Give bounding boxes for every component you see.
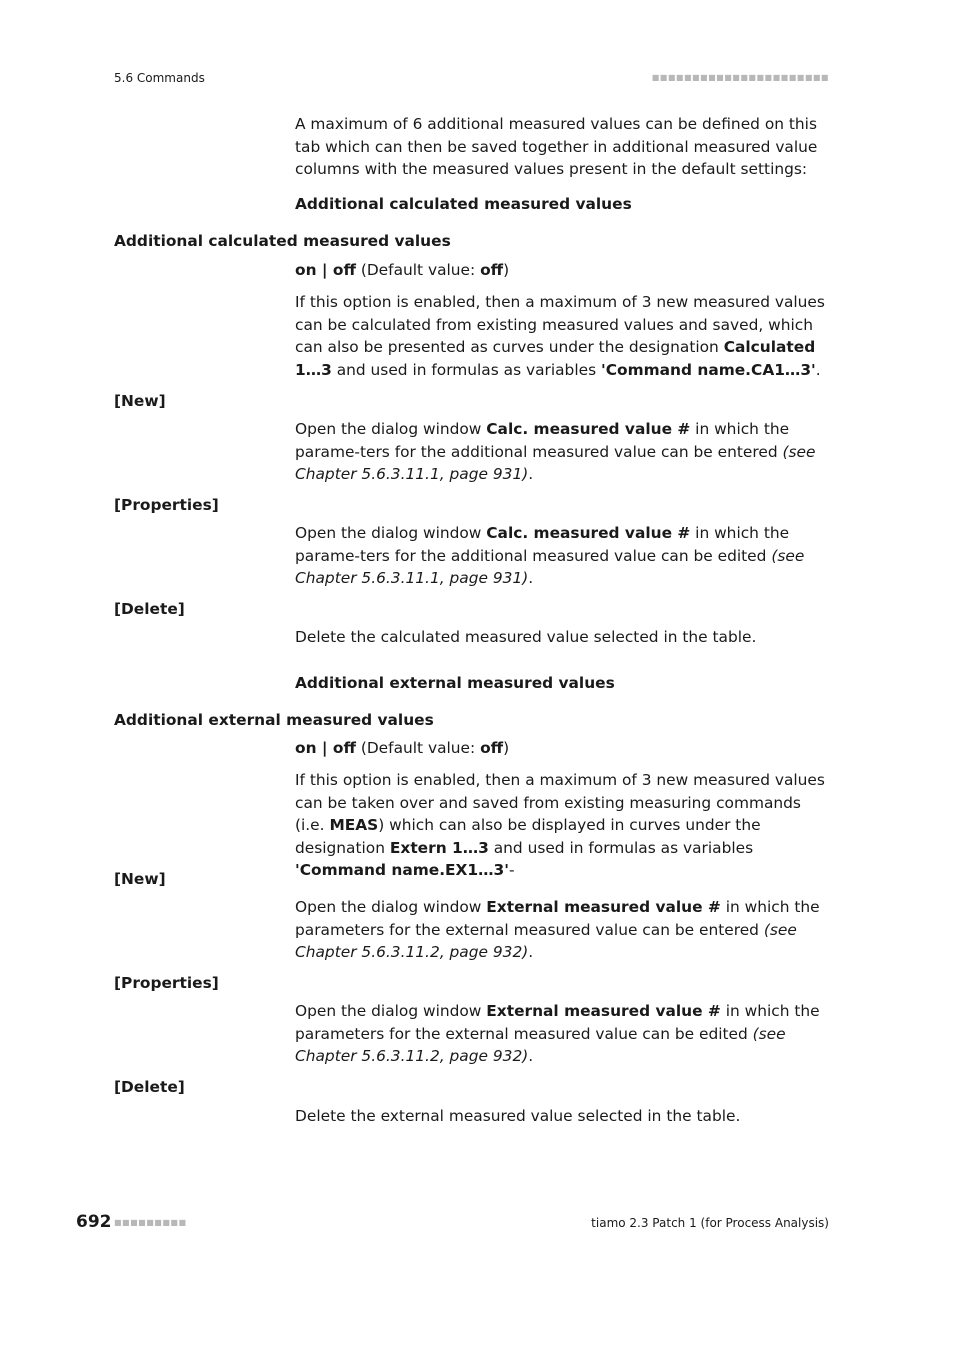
ext-option-description: If this option is enabled, then a maximum of 3 new measured values can be taken over and saved from existing measuring commands (i.e. MEAS) which can also be displayed in curves under the designation Extern 1…3 and used in formulas as variables 'Command name.EX1…3'- [295, 771, 825, 879]
calc-delete-description: Delete the calculated measured value selected in the table. [295, 628, 757, 646]
header-decoration-dots: ■■■■■■■■■■■■■■■■■■■■■■ [651, 73, 829, 82]
calc-delete-label: [Delete] [114, 600, 185, 618]
ext-properties-label: [Properties] [114, 974, 219, 992]
footer-decoration-dots: ■■■■■■■■■ [114, 1218, 187, 1227]
running-header-section: 5.6 Commands [114, 71, 205, 85]
calc-option-label: Additional calculated measured values [114, 232, 451, 250]
page-number: 692 [76, 1212, 112, 1232]
intro-paragraph: A maximum of 6 additional measured values can be defined on this tab which can then be saved together in additional measured value columns with the measured values present in the default settings: [295, 115, 818, 178]
ext-option-label: Additional external measured values [114, 711, 434, 729]
calc-option-description: If this option is enabled, then a maximum of 3 new measured values can be calculated from existing measured values and saved, which can also be presented as curves under the designation Calculated 1…3 and used in formulas as variables 'Command name.CA1…3'. [295, 293, 825, 379]
ext-properties-description: Open the dialog window External measured value # in which the parameters for the external measured value can be edited (see Chapter 5.6.3.11.2, page 932). [295, 1002, 820, 1065]
calc-subheading: Additional calculated measured values [295, 195, 632, 213]
ext-delete-label: [Delete] [114, 1078, 185, 1096]
ext-new-label: [New] [114, 870, 166, 888]
calc-new-label: [New] [114, 392, 166, 410]
ext-subheading: Additional external measured values [295, 674, 615, 692]
calc-properties-description: Open the dialog window Calc. measured value # in which the parame-ters for the additional measured value can be edited (see Chapter 5.6.3.11.1, page 931). [295, 524, 805, 587]
calc-new-description: Open the dialog window Calc. measured value # in which the parame-ters for the additional measured value can be entered (see Chapter 5.6.3.11.1, page 931). [295, 420, 816, 483]
ext-delete-description: Delete the external measured value selected in the table. [295, 1107, 741, 1125]
footer-product-name: tiamo 2.3 Patch 1 (for Process Analysis) [591, 1216, 829, 1230]
calc-properties-label: [Properties] [114, 496, 219, 514]
ext-option-values: on | off (Default value: off) [295, 739, 510, 757]
calc-option-values: on | off (Default value: off) [295, 261, 510, 279]
ext-new-description: Open the dialog window External measured value # in which the parameters for the external measured value can be entered (see Chapter 5.6.3.11.2, page 932). [295, 898, 820, 961]
